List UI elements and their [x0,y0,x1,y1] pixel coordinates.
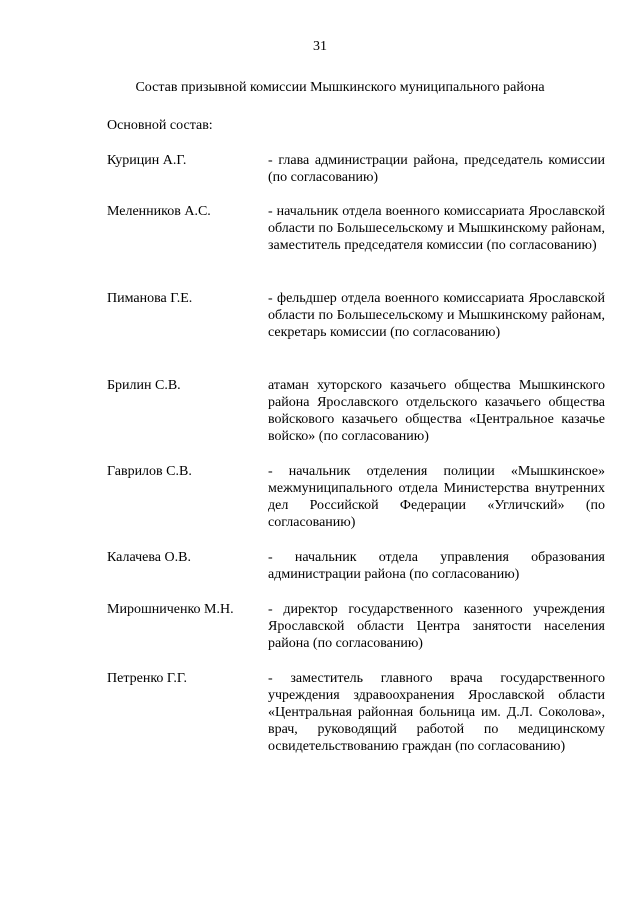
member-role: - глава администрации района, председатель комиссии (по согласованию) [268,153,605,185]
member-name: Калачева О.В. [107,550,191,565]
member-name: Пиманова Г.Е. [107,291,193,306]
member-name: Курицин А.Г. [107,153,187,168]
member-name: Мирошниченко М.Н. [107,602,234,617]
member-name: Меленников А.С. [107,204,211,219]
member-role: атаман хуторского казачьего общества Мышкинского района Ярославского отдельского казачьего общества войскового казачьего общества «Центральное казачье войско» (по согласованию) [268,378,605,444]
member-name: Брилин С.В. [107,378,181,393]
member-role: - заместитель главного врача государственного учреждения здравоохранения Ярославской области «Центральная районная больница им. Д.Л. Соколова», врач, руководящий работой по медицинскому освидетельствованию граждан (по согласованию) [268,671,605,754]
section-label: Основной состав: [107,118,213,133]
member-name: Петренко Г.Г. [107,671,187,686]
member-role: - директор государственного казенного учреждения Ярославской области Центра занятости населения района (по согласованию) [268,602,605,651]
page-number: 31 [313,39,327,54]
member-role: - фельдшер отдела военного комиссариата Ярославской области по Большесельскому и Мышкинскому районам, секретарь комиссии (по согласованию) [268,291,605,340]
member-role: - начальник отделения полиции «Мышкинское» межмуниципального отдела Министерства внутренних дел Российской Федерации «Угличский» (по согласованию) [268,464,605,530]
document-title: Состав призывной комиссии Мышкинского муниципального района [135,80,545,95]
member-name: Гаврилов С.В. [107,464,192,479]
member-role: - начальник отдела военного комиссариата Ярославской области по Большесельскому и Мышкинскому районам, заместитель председателя комиссии (по согласованию) [268,204,605,253]
member-role: - начальник отдела управления образования администрации района (по согласованию) [268,550,605,582]
